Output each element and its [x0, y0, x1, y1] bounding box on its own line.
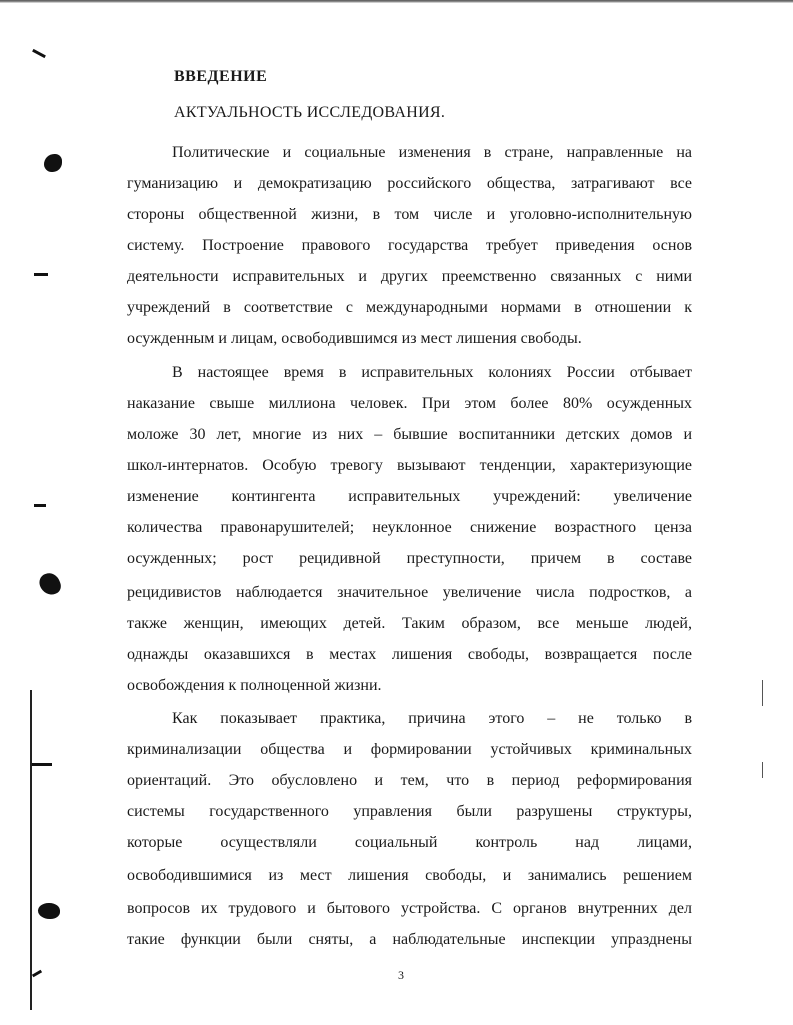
scan-mark: [34, 504, 46, 507]
text-line: наказание свыше миллиона человек. При этом более 80% осужденных: [127, 395, 692, 412]
text-line: однажды оказавшихся в местах лишения свободы, возвращается после: [127, 646, 692, 663]
scan-border-top: [0, 0, 793, 3]
scan-mark: [44, 154, 62, 172]
text-line: школ-интернатов. Особую тревогу вызывают тенденции, характеризующие: [127, 457, 692, 474]
scan-mark: [38, 903, 60, 919]
text-line: освобождения к полноценной жизни.: [127, 677, 382, 694]
text-line: которые осуществляли социальный контроль над лицами,: [127, 834, 692, 851]
scan-mark: [762, 762, 763, 778]
scan-mark: [37, 570, 63, 598]
scan-mark: [32, 49, 46, 58]
text-line: такие функции были сняты, а наблюдательные инспекции упразднены: [127, 931, 692, 948]
text-line: В настоящее время в исправительных колониях России отбывает: [172, 364, 692, 381]
scan-mark: [32, 763, 52, 766]
text-line: стороны общественной жизни, в том числе и уголовно-исполнительную: [127, 206, 692, 223]
text-line: осужденным и лицам, освободившимся из мест лишения свободы.: [127, 330, 582, 347]
subsection-heading: АКТУАЛЬНОСТЬ ИССЛЕДОВАНИЯ.: [174, 104, 446, 121]
text-line: деятельности исправительных и других преемственно связанных с ними: [127, 268, 692, 285]
text-line: осужденных; рост рецидивной преступности, причем в составе: [127, 550, 692, 567]
text-line: гуманизацию и демократизацию российского общества, затрагивают все: [127, 175, 692, 192]
text-line: криминализации общества и формировании устойчивых криминальных: [127, 741, 692, 758]
text-line: изменение контингента исправительных учреждений: увеличение: [127, 488, 692, 505]
text-line: Политические и социальные изменения в стране, направленные на: [172, 144, 692, 161]
text-line: освободившимися из мест лишения свободы, и занимались решением: [127, 867, 692, 884]
text-line: систему. Построение правового государства требует приведения основ: [127, 237, 692, 254]
text-line: количества правонарушителей; неуклонное снижение возрастного ценза: [127, 519, 692, 536]
scan-border-left: [30, 690, 32, 1010]
text-line: системы государственного управления были разрушены структуры,: [127, 803, 692, 820]
text-line: также женщин, имеющих детей. Таким образом, все меньше людей,: [127, 615, 692, 632]
text-line: Как показывает практика, причина этого – не только в: [172, 710, 692, 727]
text-line: учреждений в соответствие с международными нормами в отношении к: [127, 299, 692, 316]
page-number: 3: [398, 968, 404, 982]
text-line: рецидивистов наблюдается значительное увеличение числа подростков, а: [127, 584, 692, 601]
text-line: моложе 30 лет, многие из них – бывшие воспитанники детских домов и: [127, 426, 692, 443]
scan-mark: [34, 273, 48, 276]
text-line: вопросов их трудового и бытового устройства. С органов внутренних дел: [127, 900, 692, 917]
scan-mark: [32, 970, 42, 978]
scan-mark: [762, 680, 763, 706]
section-heading: ВВЕДЕНИЕ: [174, 68, 268, 85]
text-line: ориентаций. Это обусловлено и тем, что в период реформирования: [127, 772, 692, 789]
